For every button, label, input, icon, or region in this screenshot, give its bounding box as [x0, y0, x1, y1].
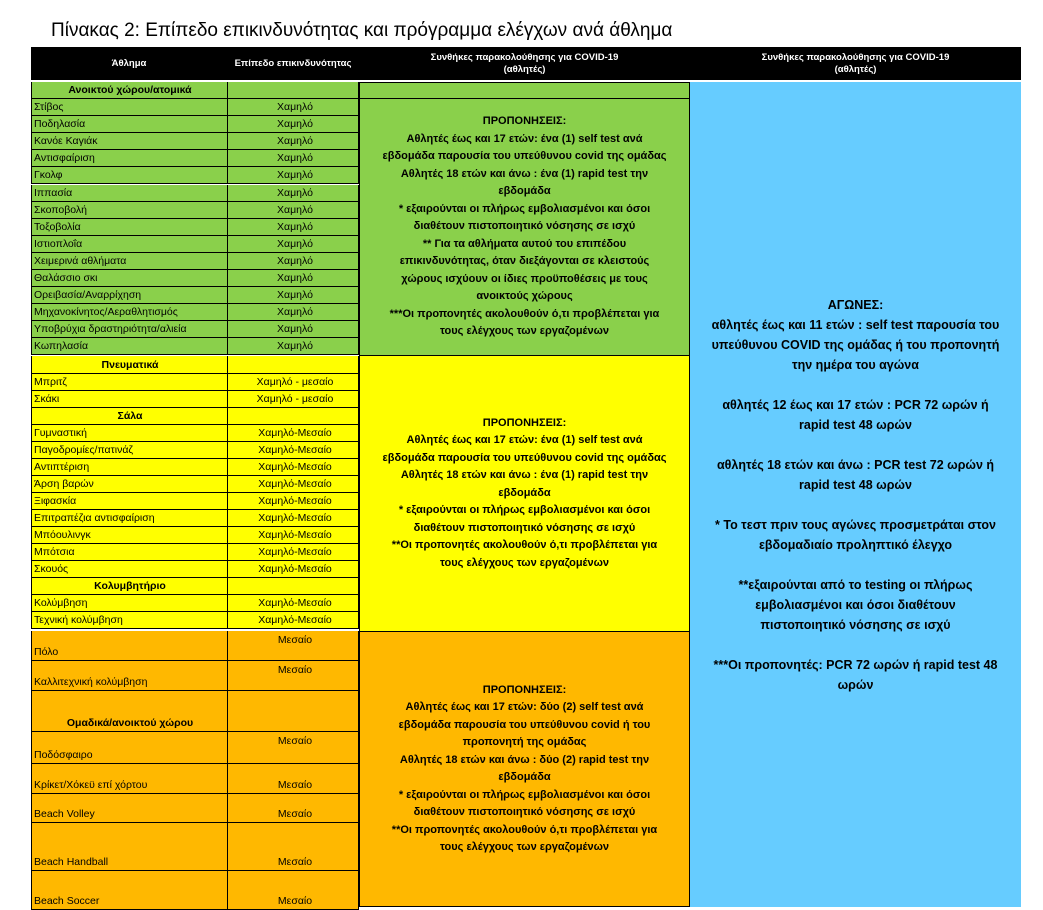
- condition-line: αθλητές 12 έως και 17 ετών : PCR 72 ωρών ή: [722, 397, 989, 412]
- column-divider: [227, 99, 228, 116]
- risk-level: Μεσαίο: [277, 808, 313, 820]
- sport-name: Πόλο: [34, 646, 59, 658]
- condition-line: Αθλητές έως και 17 ετών: δύο (2) self test ανά: [405, 701, 644, 713]
- risk-level: Χαμηλό: [277, 186, 313, 199]
- condition-line: τους ελέγχους των εργαζομένων: [439, 556, 610, 569]
- column-divider: [227, 236, 228, 253]
- group-row: [31, 578, 359, 595]
- table-row: [31, 150, 359, 167]
- sport-name: Beach Volley: [34, 808, 95, 820]
- table-row: [31, 794, 359, 823]
- group-row: [31, 408, 359, 425]
- column-divider: [227, 823, 228, 871]
- risk-level: Χαμηλό-Μεσαίο: [258, 613, 332, 626]
- condition-line: **Οι προπονητές ακολουθούν ό,τι προβλέπεται για: [391, 823, 658, 836]
- condition-line: πιστοποιητικό νόσησης σε ισχύ: [760, 617, 951, 632]
- condition-line: εβδομάδα: [498, 486, 551, 499]
- risk-level: Μεσαίο: [277, 634, 313, 646]
- table-title: Πίνακας 2: Επίπεδο επικινδυνότητας και πρόγραμμα ελέγχων ανά άθλημα: [51, 20, 673, 41]
- column-divider: [227, 510, 228, 527]
- condition-line: ωρών: [837, 677, 874, 692]
- sport-name: Κολύμβηση: [34, 596, 88, 609]
- condition-line: ΠΡΟΠΟΝΗΣΕΙΣ:: [482, 115, 567, 128]
- header-col4-line1: Συνθήκες παρακολούθησης για COVID-19: [761, 51, 950, 63]
- risk-level: Χαμηλό-Μεσαίο: [258, 562, 332, 575]
- risk-level: Μεσαίο: [277, 895, 313, 907]
- sport-name: Στίβος: [34, 101, 64, 114]
- condition-line: προπονητή της ομάδας: [462, 736, 587, 748]
- table-row: [31, 527, 359, 544]
- condition-line: ***Οι προπονητές: PCR 72 ωρών ή rapid test 48: [713, 657, 998, 672]
- table-row: [31, 202, 359, 219]
- condition-line: * Το τεστ πριν τους αγώνες προσμετράται στον: [715, 517, 996, 532]
- condition-line: διαθέτουν πιστοποιητικό νόσησης σε ισχύ: [413, 220, 636, 233]
- column-divider: [227, 304, 228, 321]
- table-row: [31, 459, 359, 476]
- risk-level: Χαμηλό-Μεσαίο: [258, 426, 332, 439]
- condition-line: Αθλητές 18 ετών και άνω : ένα (1) rapid test την: [400, 469, 649, 482]
- sport-name: Μηχανοκίνητος/Αεραθλητισμός: [34, 306, 178, 319]
- table-row: [31, 287, 359, 304]
- table-row: [31, 167, 359, 184]
- column-divider: [227, 527, 228, 544]
- condition-line: rapid test 48 ωρών: [799, 477, 912, 492]
- risk-level: Χαμηλό-Μεσαίο: [258, 545, 332, 558]
- column-divider: [227, 270, 228, 287]
- condition-line: ** Για τα αθλήματα αυτού του επιπέδου: [422, 237, 627, 250]
- column-divider: [227, 871, 228, 910]
- table-row: [31, 871, 359, 910]
- group-label: Ανοικτού χώρου/ατομικά: [68, 84, 192, 96]
- condition-line: **Οι προπονητές ακολουθούν ό,τι προβλέπεται για: [391, 539, 658, 552]
- sport-name: Γυμναστική: [34, 426, 87, 439]
- group-row: [31, 691, 359, 732]
- sport-name: Γκολφ: [34, 169, 63, 182]
- table-row: [31, 544, 359, 561]
- column-divider: [227, 459, 228, 476]
- sport-name: Παγοδρομίες/πατινάζ: [34, 443, 134, 456]
- header-col3-line1: Συνθήκες παρακολούθησης για COVID-19: [430, 51, 619, 63]
- table-row: [31, 391, 359, 408]
- table-row: [31, 219, 359, 236]
- risk-level: Χαμηλό-Μεσαίο: [258, 460, 332, 473]
- group-label: Πνευματικά: [101, 358, 159, 371]
- condition-line: Αθλητές 18 ετών και άνω : ένα (1) rapid test την: [400, 167, 649, 180]
- sport-name: Καλλιτεχνική κολύμβηση: [34, 676, 148, 688]
- table-row: [31, 185, 359, 202]
- sport-name: Σκάκι: [34, 392, 60, 405]
- column-divider: [227, 150, 228, 167]
- group-row: [31, 82, 359, 99]
- column-divider: [227, 287, 228, 304]
- group-label: Σάλα: [117, 409, 143, 422]
- table-row: [31, 493, 359, 510]
- condition-line: εβδομάδα: [498, 771, 551, 783]
- condition-line: εβδομάδα παρουσία του υπεύθυνου covid ή του: [398, 718, 651, 731]
- risk-level: Χαμηλό: [277, 169, 313, 182]
- column-divider: [227, 167, 228, 184]
- header-col3: [359, 47, 690, 80]
- orange-conditions: [359, 631, 690, 907]
- sport-name: Beach Soccer: [34, 895, 100, 907]
- table-row: [31, 321, 359, 338]
- blue-conditions: [690, 82, 1021, 907]
- sport-name: Ιστιοπλοΐα: [34, 237, 83, 250]
- condition-line: * εξαιρούνται οι πλήρως εμβολιασμένοι και όσοι: [398, 504, 651, 517]
- risk-level: Χαμηλό: [277, 135, 313, 148]
- risk-level: Χαμηλό: [277, 152, 313, 165]
- risk-level: Χαμηλό-Μεσαίο: [258, 596, 332, 609]
- condition-line: εβδομάδα παρουσία του υπεύθυνου covid της ομάδας: [382, 150, 667, 163]
- column-divider: [227, 612, 228, 629]
- condition-line: Αθλητές 18 ετών και άνω : δύο (2) rapid test την: [399, 753, 650, 766]
- sport-name: Μπότσια: [34, 545, 75, 558]
- risk-level: Χαμηλό-Μεσαίο: [258, 494, 332, 507]
- sport-name: Άρση βαρών: [34, 477, 94, 490]
- risk-level: Χαμηλό: [277, 220, 313, 233]
- table-row: [31, 253, 359, 270]
- condition-line: χώρους ισχύουν οι ίδιες προϋποθέσεις με τους: [401, 272, 648, 285]
- table-row: [31, 374, 359, 391]
- yellow-conditions: [359, 355, 690, 632]
- sport-name: Ποδηλασία: [34, 118, 86, 131]
- table-row: [31, 764, 359, 794]
- condition-line: ΠΡΟΠΟΝΗΣΕΙΣ:: [482, 683, 567, 696]
- sport-name: Μπόουλινγκ: [34, 528, 91, 541]
- table-row: [31, 304, 359, 321]
- risk-level: Χαμηλό: [277, 340, 313, 353]
- sport-name: Ποδόσφαιρο: [34, 749, 93, 761]
- column-divider: [227, 442, 228, 459]
- sport-name: Αντιπτέριση: [34, 460, 90, 473]
- risk-level: Χαμηλό: [277, 289, 313, 302]
- risk-level: Χαμηλό - μεσαίο: [256, 392, 334, 405]
- risk-level: Χαμηλό: [277, 306, 313, 319]
- sport-name: Beach Handball: [34, 856, 109, 868]
- table-row: [31, 510, 359, 527]
- condition-line: **εξαιρούνται από το testing οι πλήρως: [738, 577, 973, 592]
- condition-line: ΠΡΟΠΟΝΗΣΕΙΣ:: [482, 416, 567, 429]
- condition-line: * εξαιρούνται οι πλήρως εμβολιασμένοι και όσοι: [398, 788, 651, 801]
- column-divider: [227, 219, 228, 236]
- risk-level: Μεσαίο: [277, 856, 313, 868]
- condition-line: * εξαιρούνται οι πλήρως εμβολιασμένοι και όσοι: [398, 202, 651, 215]
- table-row: [31, 133, 359, 150]
- sport-name: Κανόε Καγιάκ: [34, 135, 98, 148]
- risk-level: Χαμηλό-Μεσαίο: [258, 443, 332, 456]
- header-sport: Άθλημα: [31, 47, 227, 80]
- condition-line: την ημέρα του αγώνα: [792, 357, 919, 372]
- sport-name: Σκοποβολή: [34, 203, 88, 216]
- risk-level: Χαμηλό - μεσαίο: [256, 375, 334, 388]
- group-label: Κολυμβητήριο: [94, 579, 166, 592]
- condition-line: αθλητές έως και 11 ετών : self test παρουσία του: [711, 317, 1000, 332]
- column-divider: [227, 631, 228, 661]
- table-row: [31, 823, 359, 871]
- sport-name: Θαλάσσιο σκι: [34, 272, 98, 285]
- column-divider: [227, 116, 228, 133]
- column-divider: [227, 595, 228, 612]
- table-row: [31, 476, 359, 493]
- condition-line: Αθλητές έως και 17 ετών: ένα (1) self test ανά: [406, 434, 643, 447]
- condition-line: τους ελέγχους των εργαζομένων: [439, 841, 610, 853]
- table-row: [31, 338, 359, 355]
- risk-level: Μεσαίο: [277, 735, 313, 747]
- sport-name: Τοξοβολία: [34, 220, 81, 233]
- column-divider: [227, 253, 228, 270]
- risk-level: Χαμηλό-Μεσαίο: [258, 528, 332, 541]
- column-divider: [227, 202, 228, 219]
- table-row: [31, 661, 359, 691]
- table-row: [31, 631, 359, 661]
- sport-name: Σκουός: [34, 562, 69, 575]
- group-row: [31, 356, 359, 374]
- risk-level: Χαμηλό: [277, 323, 313, 336]
- sport-name: Τεχνική κολύμβηση: [34, 613, 123, 626]
- condition-line: ανοικτούς χώρους: [476, 290, 573, 303]
- green-conditions: [359, 98, 690, 356]
- column-divider: [227, 794, 228, 823]
- risk-level: Χαμηλό: [277, 237, 313, 250]
- header-col4-line2: (αθλητές): [834, 63, 877, 75]
- risk-level: Χαμηλό-Μεσαίο: [258, 477, 332, 490]
- condition-line: υπεύθυνου COVID της ομάδας ή του προπονητή: [711, 337, 1000, 352]
- table-row: [31, 116, 359, 133]
- column-divider: [227, 185, 228, 202]
- green-header-cell: [359, 82, 690, 99]
- column-divider: [227, 338, 228, 355]
- condition-line: Αθλητές έως και 17 ετών: ένα (1) self test ανά: [406, 132, 643, 145]
- table-row: [31, 425, 359, 442]
- condition-line: ***Οι προπονητές ακολουθούν ό,τι προβλέπεται για: [389, 307, 660, 320]
- sport-name: Ορειβασία/Αναρρίχηση: [34, 289, 142, 302]
- risk-level: Μεσαίο: [277, 664, 313, 676]
- sport-name: Αντισφαίριση: [34, 152, 95, 165]
- condition-line: εμβολιασμένοι και όσοι διαθέτουν: [755, 597, 956, 612]
- table-row: [31, 236, 359, 253]
- column-divider: [227, 374, 228, 391]
- sport-name: Ιππασία: [34, 186, 73, 199]
- table-row: [31, 270, 359, 287]
- sport-name: Χειμερινά αθλήματα: [34, 254, 127, 267]
- header-col4: [690, 47, 1021, 80]
- condition-line: τους ελέγχους των εργαζομένων: [439, 325, 610, 338]
- column-divider: [227, 764, 228, 794]
- risk-level: Χαμηλό: [277, 101, 313, 114]
- condition-line: rapid test 48 ωρών: [799, 417, 912, 432]
- condition-line: ΑΓΩΝΕΣ:: [827, 297, 884, 312]
- sport-name: Μπριτζ: [34, 375, 67, 388]
- table-row: [31, 561, 359, 578]
- column-divider: [227, 493, 228, 510]
- table-row: [31, 732, 359, 764]
- header-col3-line2: (αθλητές): [503, 63, 546, 75]
- column-divider: [227, 321, 228, 338]
- sport-name: Κωπηλασία: [34, 340, 89, 353]
- header-level: Επίπεδο επικινδυνότητας: [227, 47, 359, 80]
- column-divider: [227, 476, 228, 493]
- table-row: [31, 595, 359, 612]
- column-divider: [227, 133, 228, 150]
- condition-line: επικινδυνότητας, όταν διεξάγονται σε κλειστούς: [399, 255, 650, 268]
- column-divider: [227, 391, 228, 408]
- risk-level: Χαμηλό: [277, 118, 313, 131]
- risk-level: Χαμηλό: [277, 254, 313, 267]
- condition-line: εβδομάδα: [498, 185, 551, 198]
- condition-line: εβδομαδιαίο προληπτικό έλεγχο: [758, 537, 953, 552]
- risk-level: Χαμηλό: [277, 203, 313, 216]
- column-divider: [227, 561, 228, 578]
- column-divider: [227, 661, 228, 691]
- condition-line: διαθέτουν πιστοποιητικό νόσησης σε ισχύ: [413, 806, 636, 818]
- risk-level: Μεσαίο: [277, 779, 313, 791]
- sport-name: Επιτραπέζια αντισφαίριση: [34, 511, 155, 524]
- table-row: [31, 99, 359, 116]
- column-divider: [227, 544, 228, 561]
- condition-line: εβδομάδα παρουσία του υπεύθυνου covid της ομάδας: [382, 451, 667, 464]
- table-row: [31, 442, 359, 459]
- risk-level: Χαμηλό: [277, 272, 313, 285]
- sport-name: Ξιφασκία: [34, 494, 77, 507]
- sport-name: Κρίκετ/Χόκεϋ επί χόρτου: [34, 779, 148, 791]
- risk-level: Χαμηλό-Μεσαίο: [258, 511, 332, 524]
- group-label: Ομαδικά/ανοικτού χώρου: [66, 717, 194, 729]
- column-divider: [227, 425, 228, 442]
- column-divider: [227, 732, 228, 764]
- condition-line: διαθέτουν πιστοποιητικό νόσησης σε ισχύ: [413, 521, 636, 534]
- sport-name: Υποβρύχια δραστηριότητα/αλιεία: [34, 323, 187, 336]
- condition-line: αθλητές 18 ετών και άνω : PCR test 72 ωρών ή: [716, 457, 995, 472]
- table-row: [31, 612, 359, 629]
